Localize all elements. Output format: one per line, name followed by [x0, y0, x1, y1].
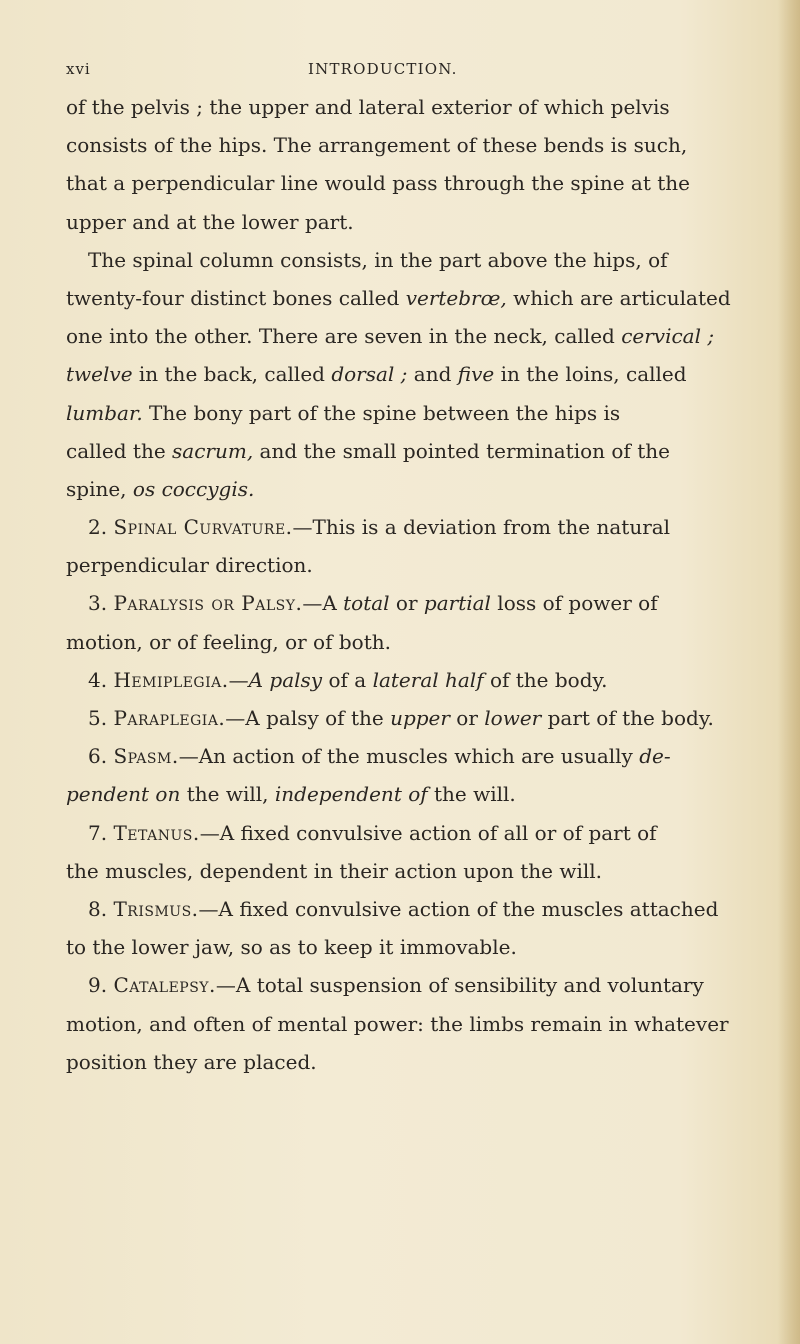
entry-tetanus: 7. Tetanus.—A fixed convulsive action of all or of part of [88, 820, 657, 845]
entry-hemiplegia: 4. Hemiplegia.—A palsy of a lateral half of the body. [88, 667, 608, 692]
text-line: motion, and often of mental power: the limbs remain in whatever [66, 1011, 729, 1036]
entry-term: Spasm. [113, 744, 179, 769]
entry-term: Paralysis or Palsy. [113, 591, 303, 616]
entry-paralysis: 3. Paralysis or Palsy.—A total or partial loss of power of [88, 591, 658, 616]
text-line: that a perpendicular line would pass through the spine at the [66, 171, 690, 196]
entry-term: Tetanus. [113, 820, 200, 845]
text-line: motion, or of feeling, or of both. [66, 629, 391, 654]
running-title: INTRODUCTION. [308, 60, 458, 78]
page-header [66, 60, 706, 84]
text-line: pendent on the will, independent of the will. [66, 782, 516, 807]
entry-term: Spinal Curvature. [113, 515, 293, 540]
text-line: spine, os coccygis. [66, 476, 255, 501]
text-line: to the lower jaw, so as to keep it immovable. [66, 935, 517, 960]
text-line: called the sacrum, and the small pointed termination of the [66, 438, 670, 463]
text-line: consists of the hips. The arrangement of these bends is such, [66, 133, 688, 158]
body-text [66, 88, 782, 1081]
text-line: lumbar. The bony part of the spine between the hips is [66, 400, 621, 425]
page-number: xvi [66, 60, 91, 78]
text-line: of the pelvis ; the upper and lateral exterior of which pelvis [66, 95, 670, 119]
text-line: position they are placed. [66, 1049, 317, 1074]
text-line: the muscles, dependent in their action upon the will. [66, 858, 602, 883]
text-line: upper and at the lower part. [66, 209, 354, 234]
entry-term: Trismus. [113, 896, 199, 921]
entry-trismus: 8. Trismus.—A fixed convulsive action of the muscles attached [88, 896, 719, 921]
entry-term: Catalepsy. [113, 973, 216, 998]
entry-spasm: 6. Spasm.—An action of the muscles which are usually de- [88, 744, 671, 769]
text-line: perpendicular direction. [66, 553, 313, 578]
entry-paraplegia: 5. Paraplegia.—A palsy of the upper or lower part of the body. [88, 706, 714, 730]
entry-term: Paraplegia. [113, 706, 226, 730]
entry-catalepsy: 9. Catalepsy.—A total suspension of sensibility and voluntary [88, 973, 704, 998]
entry-term: Hemiplegia. [113, 667, 229, 692]
text-line: The spinal column consists, in the part above the hips, of [88, 247, 668, 272]
text-line: twelve in the back, called dorsal ; and five in the loins, called [66, 362, 687, 387]
text-line: twenty-four distinct bones called vertebrœ, which are articulated [66, 285, 731, 310]
text-line: one into the other. There are seven in the neck, called cervical ; [66, 324, 715, 349]
entry-spinal-curvature: 2. Spinal Curvature.—This is a deviation from the natural [88, 515, 671, 540]
